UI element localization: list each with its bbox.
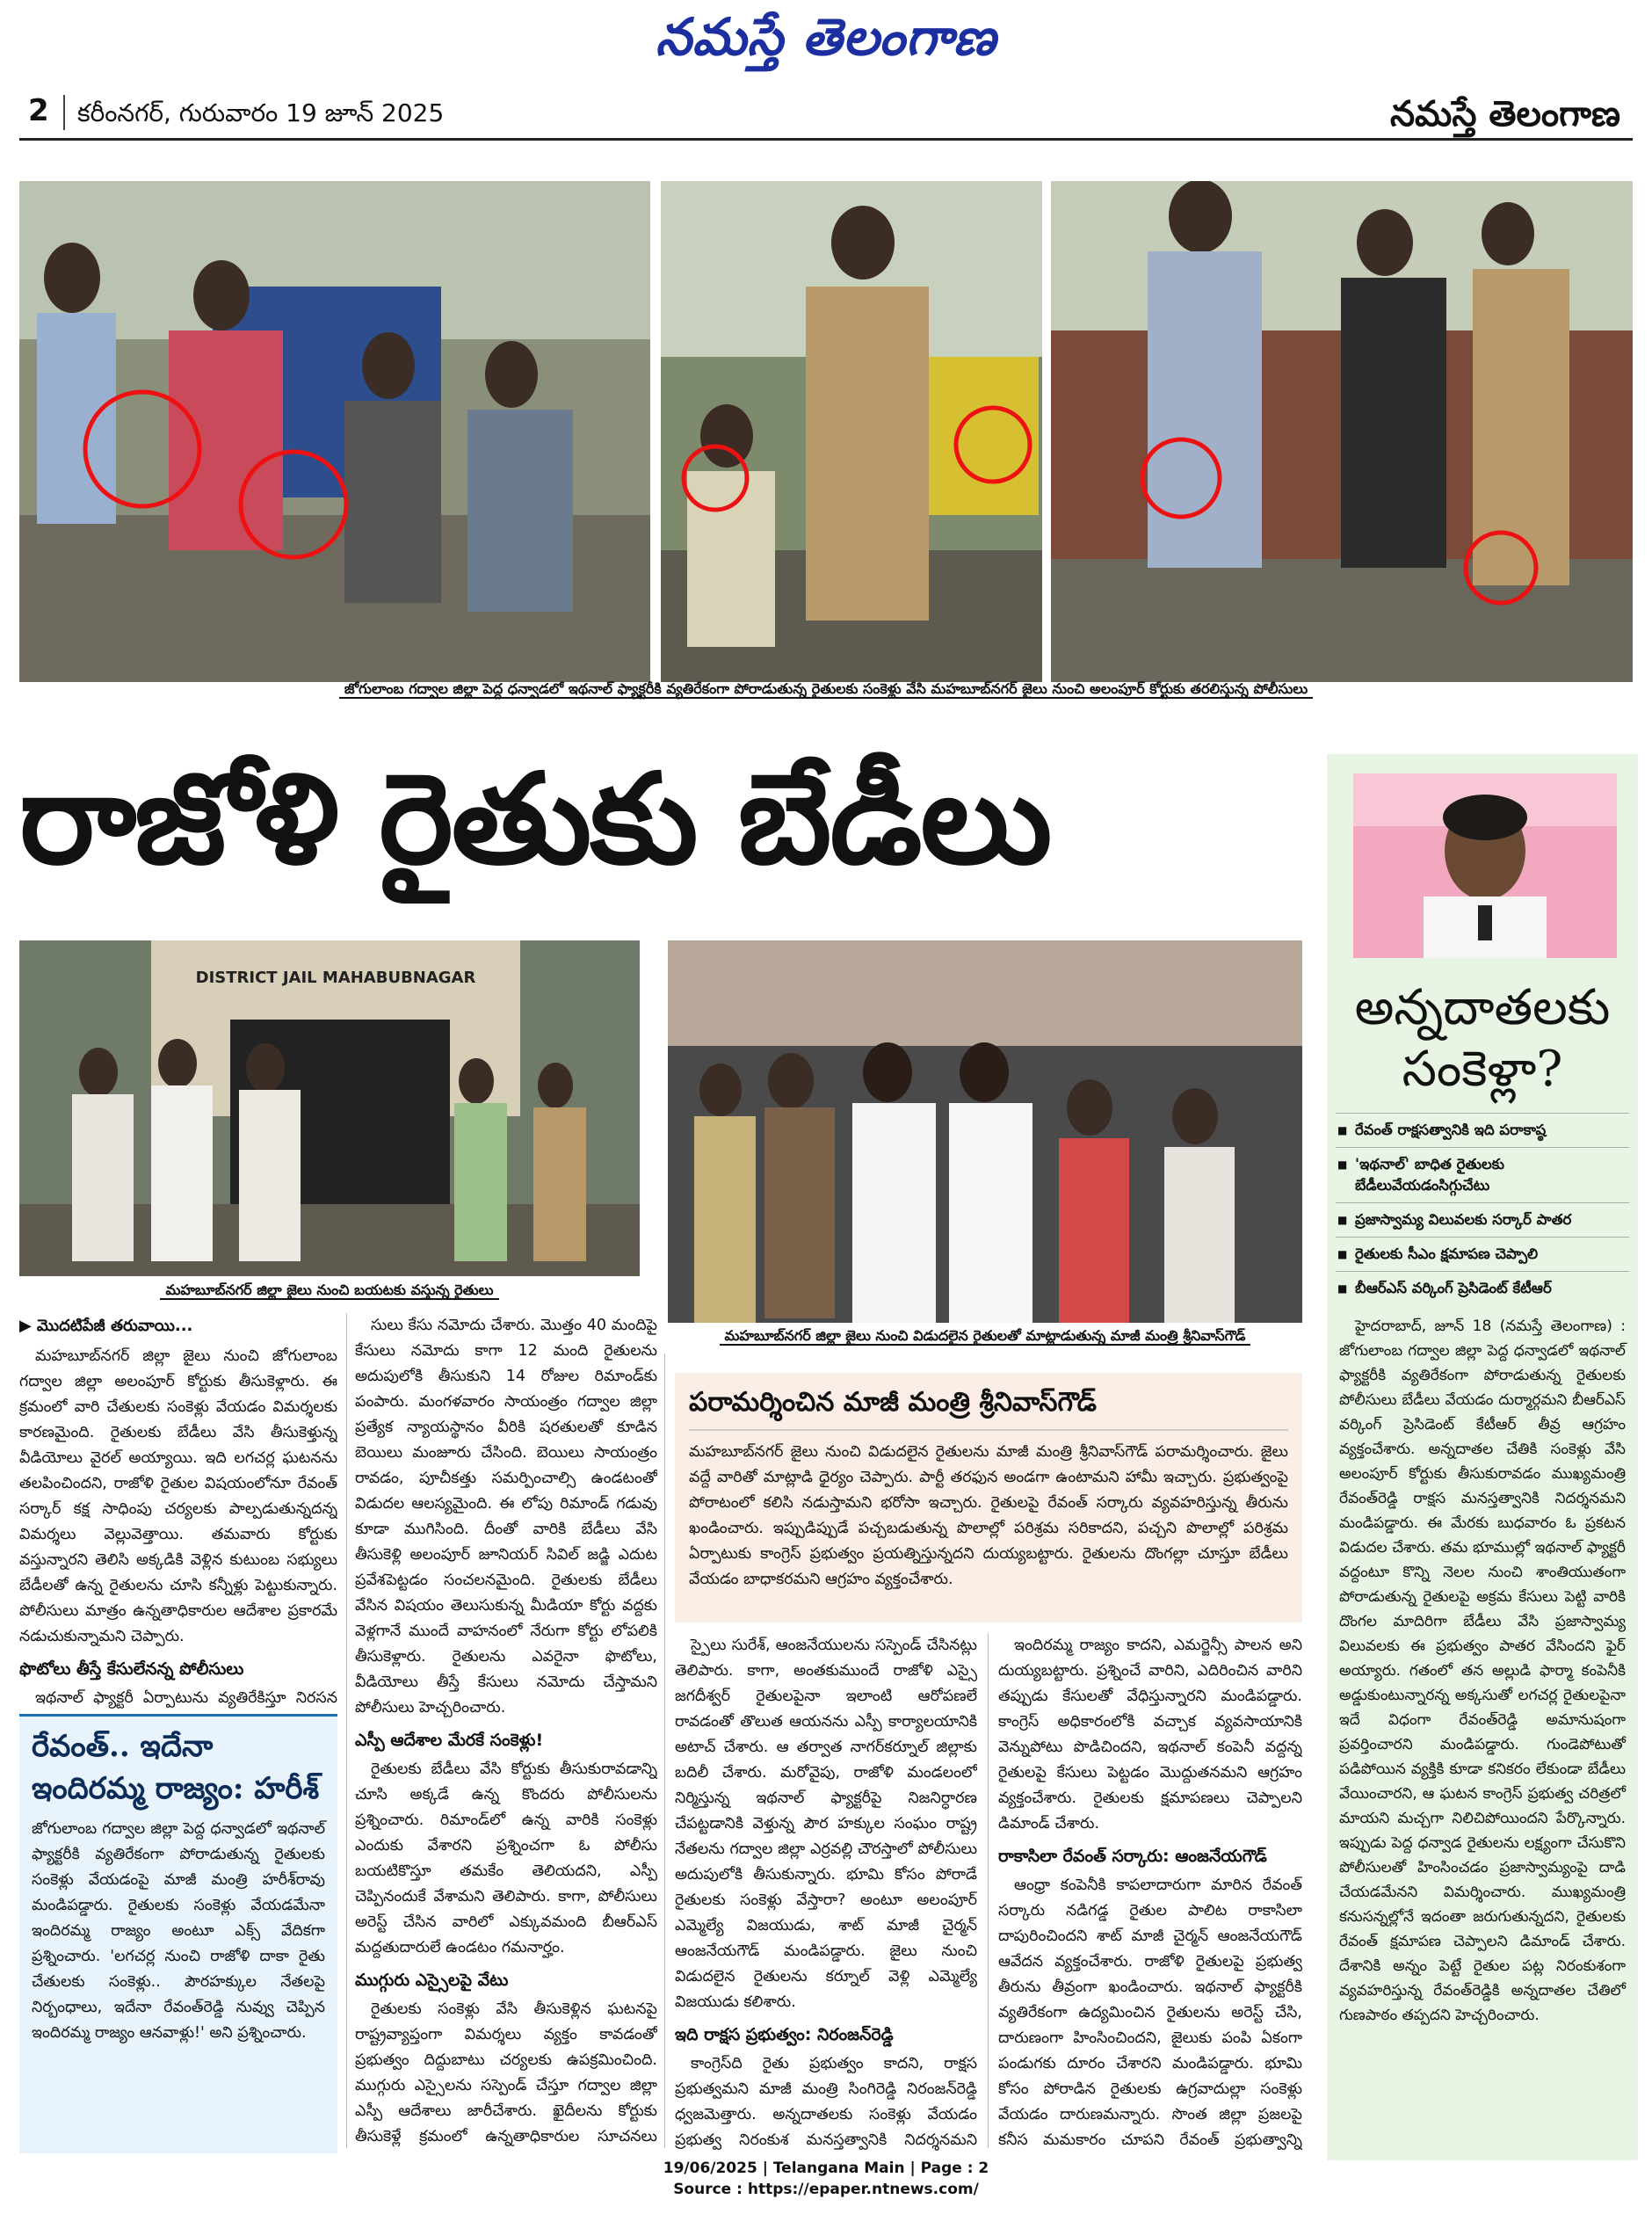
photo-minister-with-farmers — [668, 940, 1302, 1323]
jail-photo-caption: మహబూబ్‌నగర్ జిల్లా జైలు నుంచి బయటకు వస్తున్న రైతులు — [19, 1280, 640, 1303]
sidebar-article: హైదరాబాద్, జూన్ 18 (నమస్తే తెలంగాణ) : జోగులాంబ గద్వాల జిల్లా పెద్ద ధన్వాడలో ఇథనాల్ ఫ్యాక్టరీకి వ్యతిరేకంగా పోరాడుతున్న రైతులకు పోలీసులు బేడీలు వేయడం దుర్మార్గమని బీఆర్ఎస్ వర్కింగ్ ప్రెసిడెంట్ కేటీఆర్ తీవ్ర ఆగ్రహం వ్యక్తంచేశారు. అన్నదాతల చేతికి సంకెళ్లు వేసి అలంపూర్ కోర్టుకు తీసుకురావడం ముఖ్యమంత్రి రేవంత్‌రెడ్డి రాక్షస మనస్తత్వానికి నిదర్శనమని మండిపడ్డారు. ఈ మేరకు బుధవారం ఓ ప్రకటన విడుదల చేశారు. తమ భూముల్లో ఇథనాల్ ఫ్యాక్టరీ వద్దంటూ కొన్ని నెలల నుంచి శాంతియుతంగా పోరాడుతున్న రైతులపై అక్రమ కేసులు పెట్టి వారికి దొంగల మాదిరిగా బేడీలు వేసి ప్రజాస్వామ్య విలువలకు ఈ ప్రభుత్వం పాతర వేసిందని ఫైర్ అయ్యారు. గతంలో తన అల్లుడి ఫార్మా కంపెనీకి అడ్డుకుంటున్నారన్న అక్కసుతో లగచర్ల రైతులపైనా ఇదే విధంగా రేవంత్‌రెడ్డి అమానుషంగా ప్రవర్తించారని మండిపడ్డారు. గుండెపోటుతో పడిపోయిన వ్యక్తికి కూడా కనికరం లేకుండా బేడీలు వేయించారని, ఆ ఘటన కాంగ్రెస్ ప్రభుత్వ చరిత్రలో మాయని మచ్చగా నిలిచిపోయిందని పేర్కొన్నారు. ఇప్పుడు పెద్ద ధన్వాడ రైతులను లక్ష్యంగా చేసుకొని పోలీసులతో హింసించడం ప్రజాస్వామ్యంపై దాడి చేయడమేనని విమర్శించారు. ముఖ్యమంత్రి కనుసన్నల్లోనే ఇదంతా జరుగుతున్నదని, రైతులకు రేవంత్ క్షమాపణ చెప్పాలని డిమాండ్ చేశారు. దేశానికి అన్నం పెట్టే రైతుల పట్ల నిరంకుశంగా వ్యవహరిస్తున్న రేవంత్‌రెడ్డికి అన్నదాతల చేతిలో గుణపాఠం తప్పదని హెచ్చరించారు. — [1339, 1318, 1626, 2024]
column-rule-2 — [664, 1354, 665, 2148]
harish-box-text: జోగులాంబ గద్వాల జిల్లా పెద్ద ధన్వాడలో ఇథనాల్ ఫ్యాక్టరీకి వ్యతిరేకంగా పోరాడుతున్న రైతులకు సంకెళ్లు వేయడంపై మాజీ మంత్రి హరీశ్‌రావు మండిపడ్డారు. రైతులకు సంకెళ్లు వేయడమేనా ఇందిరమ్మ రాజ్యం అంటూ ఎక్స్ వేదికగా ప్రశ్నించారు. 'లగచర్ల నుంచి రాజోళి దాకా రైతు చేతులకు సంకెళ్లు.. పౌరహక్కుల నేతలపై నిర్బంధాలు, ఇదేనా రేవంత్‌రెడ్డి నువ్వు చెప్పిన ఇందిరమ్మ రాజ్యం ఆనవాళ్లు!' అని ప్రశ్నించారు. — [32, 1820, 325, 2042]
col4-paragraph-2: ఆంధ్రా కంపెనీకి కాపలాదారుగా మారిన రేవంత్ సర్కారు నడిగడ్డ రైతుల పాలిట రాకాసిలా దాపురించిందని శాట్ మాజీ చైర్మన్ ఆంజనేయగౌడ్ ఆవేదన వ్యక్తంచేశారు. రాజోళి రైతులపై ప్రభుత్వ తీరును తీవ్రంగా ఖండించారు. ఇథనాల్ ఫ్యాక్టరీకి వ్యతిరేకంగా ఉద్యమించిన రైతులను అరెస్ట్ చేసి, దారుణంగా హింసించిందని, జైలుకు పంపి ఏకంగా పండుగకు దూరం చేశారని మండిపడ్డారు. భూమి కోసం పోరాడిన రైతులకు ఉగ్రవాదుల్లా సంకెళ్లు వేయడం దారుణమన్నారు. సొంత జిల్లా ప్రజలపై కనీస మమకారం చూపని రేవంత్ ప్రభుత్వాన్ని — [998, 1876, 1302, 2149]
sidebar-bullet: ■ రేవంత్ రాక్షసత్వానికి ఇది పరాకాష్ఠ — [1336, 1113, 1629, 1147]
footer-edition-line: 19/06/2025 | Telangana Main | Page : 2 — [663, 2160, 989, 2177]
folio-separator — [63, 95, 65, 130]
article-column-4 — [998, 1633, 1302, 2152]
col2-paragraph-1: సులు కేసు నమోదు చేశారు. మొత్తం 40 మందిపై కేసులు నమోదు కాగా 12 మంది రైతులను అదుపులోకి తీసుకుని 14 రోజుల రిమాండ్‌కు పంపారు. మంగళవారం సాయంత్రం గద్వాల జిల్లా ప్రత్యేక న్యాయస్థానం వీరికి షరతులతో కూడిన బెయిలు మంజూరు చేసింది. బెయిలు సాయంత్రం రావడం, పూచీకత్తు సమర్పించాల్సి ఉండటంతో విడుదల ఆలస్యమైంది. ఈ లోపు రిమాండ్ గడువు కూడా ముగిసింది. దీంతో వారికి బేడీలు వేసి తీసుకెళ్లి అలంపూర్ జూనియర్ సివిల్ జడ్జి ఎదుట ప్రవేశపెట్టడం సంచలనమైంది. రైతులకు బేడీలు వేసిన విషయం తెలుసుకున్న మీడియా కోర్టు వద్దకు వెళ్లగానే ముందే వాహనంలో నేరుగా కోర్టు లోపలికి తీసుకెళ్లారు. రైతులను ఎవరైనా ఫొటోలు, వీడియోలు తీస్తే కేసులు నమోదు చేస్తామని పోలీసులు హెచ్చరించారు. — [355, 1317, 657, 1717]
masthead — [0, 0, 1652, 79]
photo-strip-caption: జోగులాంబ గద్వాల జిల్లా పెద్ద ధన్వాడలో ఇథనాల్ ఫ్యాక్టరీకి వ్యతిరేకంగా పోరాడుతున్న రైతులకు సంకెళ్లు వేసి మహబూబ్‌నగర్ జైలు నుంచి అలంపూర్ కోర్టుకు తరలిస్తున్న పోలీసులు — [19, 679, 1633, 705]
masthead-logo: నమస్తే తెలంగాణ — [656, 7, 996, 67]
col3-subheading: ఇది రాక్షస ప్రభుత్వం: నిరంజన్‌రెడ్డి — [675, 2025, 894, 2044]
continued-kicker: ▶ మొదటిపేజీ తరువాయి... — [19, 1317, 193, 1335]
col1-subheading: ఫొటోలు తీస్తే కేసులేనన్న పోలీసులు — [19, 1659, 244, 1679]
ktr-sidebar — [1327, 754, 1638, 2160]
folio-bar — [19, 90, 1633, 141]
sidebar-bullet: ■ రైతులకు సీఎం క్షమాపణ చెప్పాలి — [1336, 1237, 1629, 1271]
col3-paragraph-1: స్పైలు సురేశ్, ఆంజనేయులను సస్పెండ్ చేసినట్లు తెలిపారు. కాగా, అంతకుముందే రాజోళి ఎస్సై జగదీశ్వర్ రైతులపైనా ఇలాంటి ఆరోపణలే రావడంతో తొలుత ఆయనను ఎస్పీ కార్యాలయానికి అటాచ్ చేశారు. ఆ తర్వాత నాగర్‌కర్నూల్ జిల్లాకు బదిలీ చేశారు. మరోవైపు, రాజోళి మండలంలో నిర్మిస్తున్న ఇథనాల్ ఫ్యాక్టరీపై నిజనిర్ధారణ చేపట్టడానికి వెళ్తున్న పౌర హక్కుల సంఘం రాష్ట్ర నేతలను గద్వాల జిల్లా ఎర్రవల్లి చౌరస్తాలో పోలీసులు అదుపులోకి తీసుకున్నారు. భూమి కోసం పోరాడే రైతులకు సంకెళ్లు వేస్తారా? అంటూ అలంపూర్ ఎమ్మెల్యే విజయుడు, శాట్ మాజీ చైర్మన్ ఆంజనేయగౌడ్ మండిపడ్డారు. జైలు నుంచి విడుదలైన రైతులను కర్నూల్ వెళ్లి ఎమ్మెల్యే విజయుడు కలిశారు. — [675, 1637, 977, 2011]
triangle-icon: ▶ — [19, 1317, 32, 1335]
page-number: 2 — [28, 93, 49, 128]
main-headline: రాజోళి రైతుకు బేడీలు — [19, 747, 1051, 892]
col1-paragraph-1: మహబూబ్‌నగర్ జిల్లా జైలు నుంచి జోగులాంబ గద్వాల జిల్లా అలంపూర్ కోర్టుకు తీసుకెళ్లారు. ఈ క్రమంలో వారి చేతులకు సంకెళ్లు వేయడం విమర్శలకు కారణమైంది. రైతులకు బేడీలు వేసి తీసుకెళ్తున్న వీడియోలు వైరల్ అయ్యాయి. ఇది లగచర్ల ఘటనను తలపించిందని, రాజోళి రైతుల విషయంలోనూ రేవంత్ సర్కార్ కక్ష సాధింపు చర్యలకు పాల్పడుతున్నదన్న విమర్శలు వెల్లువెత్తాయి. తమవారు కోర్టుకు వస్తున్నారని తెలిసి అక్కడికి వెళ్లిన కుటుంబ సభ్యులు బేడీలతో ఉన్న రైతులను చూసి కన్నీళ్లు పెట్టుకున్నారు. పోలీసులు మాత్రం ఉన్నతాధికారుల ఆదేశాల ప్రకారమే నడుచుకున్నామని చెప్పారు. — [19, 1347, 337, 1645]
article-column-2 — [355, 1313, 657, 2148]
col3-paragraph-2: కాంగ్రెస్‌ది రైతు ప్రభుత్వం కాదని, రాక్షస ప్రభుత్వమని మాజీ మంత్రి సింగిరెడ్డి నిరంజన్‌రెడ్డి ధ్వజమెత్తారు. అన్నదాతలకు సంకెళ్లు వేయడం ప్రభుత్వ నిరంకుశ మనస్తత్వానికి నిదర్శనమని — [675, 2055, 977, 2149]
col1-paragraph-2: ఇథనాల్ ఫ్యాక్టరీ ఏర్పాటును వ్యతిరేకిస్తూ నిరసన — [35, 1689, 337, 1707]
minister-photo-caption: మహబూబ్‌నగర్ జిల్లా జైలు నుంచి విడుదలైన రైతులతో మాట్లాడుతున్న మాజీ మంత్రి శ్రీనివాస్‌గౌడ్ — [668, 1325, 1302, 1348]
col2-subheading-1: ఎస్పీ ఆదేశాల మేరకే సంకెళ్లు! — [355, 1731, 544, 1750]
col4-subheading: రాకాసిలా రేవంత్ సర్కారు: ఆంజనేయగౌడ్ — [998, 1847, 1267, 1866]
jail-signboard: DISTRICT JAIL MAHABUBNAGAR — [195, 969, 476, 987]
sidebar-bullet: ■ 'ఇథనాల్' బాధిత రైతులకు బేడీలువేయడంసిగ్గుచేటు — [1336, 1147, 1629, 1202]
photo-farmers-handcuffed-1 — [19, 181, 650, 682]
column-rule-1 — [346, 1313, 347, 2148]
photo-farmers-handcuffed-3 — [1051, 181, 1633, 682]
article-column-3 — [675, 1633, 977, 2152]
folio-brand: నమస్తే తెలంగాణ — [1389, 93, 1620, 134]
sidebar-bullets — [1336, 1113, 1629, 1305]
col2-paragraph-2: రైతులకు బేడీలు వేసి కోర్టుకు తీసుకురావడాన్ని చూసి అక్కడే ఉన్న కొందరు పోలీసులను ప్రశ్నించారు. రిమాండ్‌లో ఉన్న వారికి సంకెళ్లు ఎందుకు వేశారని ప్రశ్నించగా ఓ పోలీసు బయటికొస్తూ తమకేం తెలియదని, ఎస్పీ చెప్పినందుకే వేశామని తెలిపారు. కాగా, పోలీసులు అరెస్ట్ చేసిన వారిలో ఎక్కువమంది బీఆర్ఎస్ మద్దతుదారులే ఉండటం గమనార్హం. — [355, 1760, 657, 1956]
footer-source-link[interactable]: Source : https://epaper.ntnews.com/ — [673, 2181, 979, 2198]
srinivas-box — [675, 1373, 1302, 1622]
article-column-1 — [19, 1313, 337, 1709]
col2-subheading-2: ముగ్గురు ఎస్సైలపై వేటు — [355, 1971, 509, 1990]
column-rule-3 — [988, 1633, 989, 2148]
sidebar-headline: అన్నదాతలకు సంకెళ్లా? — [1354, 979, 1611, 1098]
col4-paragraph-1: ఇందిరమ్మ రాజ్యం కాదని, ఎమర్జెన్సీ పాలన అని దుయ్యబట్టారు. ప్రశ్నించే వారిని, ఎదిరించిన వారిని తప్పుడు కేసులతో వేధిస్తున్నారని మండిపడ్డారు. కాంగ్రెస్ అధికారంలోకి వచ్చాక వ్యవసాయానికి వెన్నుపోటు పొడిచిందని, ఇథనాల్ కంపెనీ వద్దన్న రైతులపై కేసులు పెట్టడం మొద్దుతనమని ఆగ్రహం వ్యక్తంచేశారు. రైతులకు క్షమాపణలు చెప్పాలని డిమాండ్ చేశారు. — [998, 1637, 1302, 1833]
srinivas-box-heading: పరామర్శించిన మాజీ మంత్రి శ్రీనివాస్‌గౌడ్ — [689, 1382, 1288, 1431]
srinivas-box-text: మహబూబ్‌నగర్ జైలు నుంచి విడుదలైన రైతులను మాజీ మంత్రి శ్రీనివాస్‌గౌడ్ పరామర్శించారు. జైలు వద్దే వారితో మాట్లాడి ధైర్యం చెప్పారు. పార్టీ తరఫున అండగా ఉంటామని హామీ ఇచ్చారు. ప్రభుత్వంపై పోరాటంలో కలిసి నడుస్తామని భరోసా ఇచ్చారు. రైతులపై రేవంత్ సర్కారు వ్యవహరిస్తున్న తీరును ఖండించారు. ఇప్పుడిప్పుడే పచ్చబడుతున్న పొలాల్లో పరిశ్రమ సరికాదని, పచ్చని పొలాల్లో పరిశ్రమ ఏర్పాటుకు కాంగ్రెస్ ప్రభుత్వం ప్రయత్నిస్తున్నదని దుయ్యబట్టారు. రైతులను దొంగల్లా చూస్తూ బేడీలు వేయడం బాధాకరమని ఆగ్రహం వ్యక్తంచేశారు. — [689, 1443, 1288, 1588]
page-footer — [0, 2158, 1652, 2200]
photo-ktr — [1353, 773, 1617, 958]
sidebar-bullet: ■ ప్రజాస్వామ్య విలువలకు సర్కార్ పాతర — [1336, 1202, 1629, 1237]
harish-box — [19, 1714, 337, 2153]
edition-date: కరీంనగర్, గురువారం 19 జూన్ 2025 — [77, 98, 445, 127]
sidebar-bullet: ■ బీఆర్ఎస్ వర్కింగ్ ప్రెసిడెంట్ కేటీఆర్ — [1336, 1271, 1629, 1305]
photo-jail-release — [19, 940, 640, 1276]
col2-paragraph-3: రైతులకు సంకెళ్లు వేసి తీసుకెళ్లిన ఘటనపై రాష్ట్రవ్యాప్తంగా విమర్శలు వ్యక్తం కావడంతో ప్రభుత్వం దిద్దుబాటు చర్యలకు ఉపక్రమించింది. ముగ్గురు ఎస్సైలను సస్పెండ్ చేస్తూ గద్వాల జిల్లా ఎస్పీ ఆదేశాలు జారీచేశారు. ఖైదీలను కోర్టుకు తీసుకెళ్లే క్రమంలో ఉన్నతాధికారుల సూచనలు — [355, 2000, 657, 2145]
photo-farmers-handcuffed-2 — [661, 181, 1042, 682]
harish-box-heading: రేవంత్.. ఇదేనా ఇందిరమ్మ రాజ్యం: హరీశ్ — [32, 1729, 320, 1806]
